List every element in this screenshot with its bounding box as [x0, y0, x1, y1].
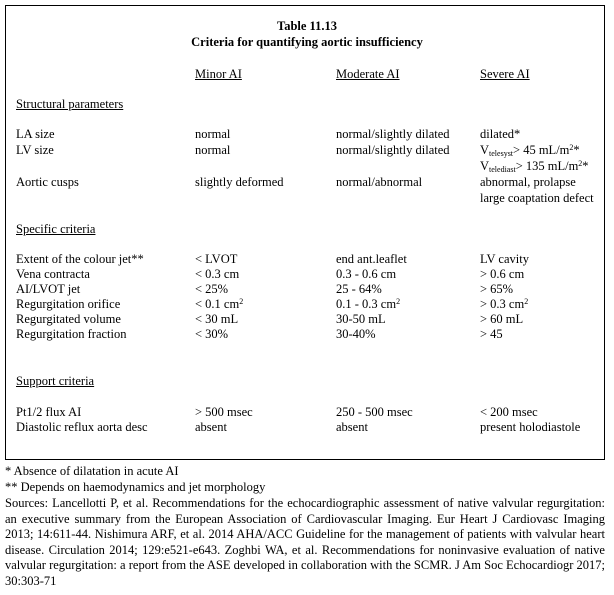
- column-header-moderate: Moderate AI: [336, 67, 400, 81]
- cell-severe-line1: $V_{telesyst}> 45$ $mL/m^2*$: [480, 143, 580, 158]
- cell-moderate: normal/slightly dilated: [336, 127, 450, 141]
- cell-severe-line2: large coaptation defect: [480, 191, 594, 205]
- section-heading-support: Support criteria: [16, 374, 95, 388]
- cell-moderate: normal/slightly dilated: [336, 143, 450, 157]
- cell-moderate: 0.1 - 0.3 $cm^2$: [336, 297, 401, 311]
- footnote-2: ** Depends on haemodynamics and jet morphology: [5, 480, 266, 494]
- cell-moderate: 0.3 - 0.6 cm: [336, 267, 397, 281]
- row-label: AI/LVOT jet: [16, 282, 81, 296]
- section-heading-structural: Structural parameters: [16, 97, 124, 111]
- cell-minor: < 0.1 $cm^2$: [195, 297, 244, 311]
- cell-moderate: 250 - 500 msec: [336, 405, 413, 419]
- cell-minor: < 30 mL: [195, 312, 239, 326]
- cell-severe: > 60 mL: [480, 312, 524, 326]
- cell-severe-line2: $V_{telediast}> 135$ $mL/m^2*$: [480, 159, 589, 174]
- cell-severe: present holodiastole: [480, 420, 581, 434]
- footnote-1: * Absence of dilatation in acute AI: [5, 464, 179, 478]
- column-header-minor: Minor AI: [195, 67, 242, 81]
- cell-severe: > 45: [480, 327, 503, 341]
- cell-minor: < 0.3 cm: [195, 267, 240, 281]
- cell-minor: normal: [195, 143, 231, 157]
- cell-minor: < 25%: [195, 282, 229, 296]
- row-label: Aortic cusps: [16, 175, 79, 189]
- cell-severe: > 0.3 $cm^2$: [480, 297, 529, 311]
- row-label: Regurgitation fraction: [16, 327, 127, 341]
- cell-moderate: 30-50 mL: [336, 312, 386, 326]
- cell-minor: absent: [195, 420, 227, 434]
- cell-moderate: absent: [336, 420, 368, 434]
- row-label: Extent of the colour jet**: [16, 252, 144, 266]
- cell-severe: LV cavity: [480, 252, 529, 266]
- row-label: Pt1/2 flux AI: [16, 405, 82, 419]
- row-label: Diastolic reflux aorta desc: [16, 420, 148, 434]
- cell-severe: < 200 msec: [480, 405, 538, 419]
- cell-severe: > 0.6 cm: [480, 267, 525, 281]
- column-header-severe: Severe AI: [480, 67, 530, 81]
- cell-moderate: normal/abnormal: [336, 175, 423, 189]
- cell-severe: > 65%: [480, 282, 514, 296]
- cell-minor: > 500 msec: [195, 405, 253, 419]
- cell-minor: slightly deformed: [195, 175, 284, 189]
- row-label: Vena contracta: [16, 267, 90, 281]
- cell-moderate: 30-40%: [336, 327, 376, 341]
- cell-moderate: 25 - 64%: [336, 282, 382, 296]
- cell-minor: < 30%: [195, 327, 229, 341]
- row-label: Regurgitation orifice: [16, 297, 121, 311]
- row-label: Regurgitated volume: [16, 312, 121, 326]
- section-heading-specific: Specific criteria: [16, 222, 96, 236]
- row-label: LV size: [16, 143, 54, 157]
- sources-paragraph: Sources: Lancellotti P, et al. Recommendations for the echocardiographic assessment of native valvular regurgitation: an executive summary from the European Association of Cardiovascular Imaging. Eur Heart J Cardiovasc Imaging 2013; 14:611-44. Nishimura ARF, et al. 2014 AHA/ACC Guideline for the management of patients with valvular heart disease. Circulation 2014; 129:e521-e643. Zoghbi WA, et al. Recommendations for noninvasive evaluation of native valvular regurgitation: a report from the ASE developed in collaboration with the SCMR. J Am Soc Echocardiogr 2017; 30:303-71: [5, 496, 605, 588]
- cell-minor: normal: [195, 127, 231, 141]
- row-label: LA size: [16, 127, 55, 141]
- table-title: Criteria for quantifying aortic insufficiency: [191, 35, 423, 49]
- cell-moderate: end ant.leaflet: [336, 252, 407, 266]
- cell-severe: dilated*: [480, 127, 521, 141]
- table-number: Table 11.13: [277, 19, 337, 33]
- cell-severe: abnormal, prolapse: [480, 175, 576, 189]
- cell-minor: < LVOT: [195, 252, 238, 266]
